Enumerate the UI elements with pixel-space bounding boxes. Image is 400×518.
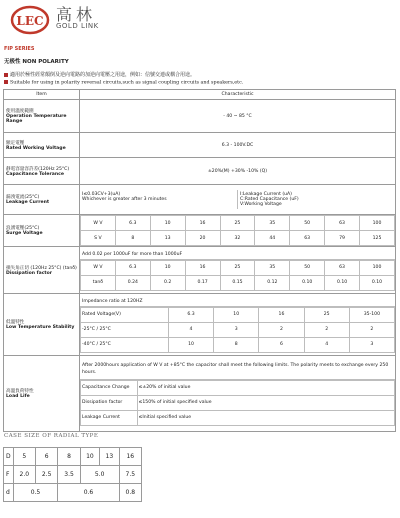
table-cell: 20 bbox=[185, 231, 220, 246]
table-cell: 3.5 bbox=[58, 466, 80, 484]
load-life-table bbox=[80, 380, 395, 426]
case-size-table bbox=[3, 447, 142, 502]
label-en: Load Life bbox=[6, 394, 30, 399]
row-low-temp bbox=[4, 294, 396, 356]
row-dissipation bbox=[4, 247, 396, 294]
table-cell: 32 bbox=[220, 231, 255, 246]
table-cell: 79 bbox=[325, 231, 360, 246]
table-cell: 10 bbox=[150, 216, 185, 231]
table-cell: 63 bbox=[290, 231, 325, 246]
dissipation-label bbox=[4, 247, 80, 294]
leakage-legend-c: C:Rated Capacitance (uF) bbox=[240, 197, 299, 202]
table-cell: Dissipation factor bbox=[81, 395, 138, 410]
label-cn: 使用溫度範圍 bbox=[6, 109, 34, 114]
table-cell: 6.3 bbox=[115, 260, 150, 275]
table-cell: 2.0 bbox=[13, 466, 35, 484]
load-life-value bbox=[80, 356, 396, 432]
table-cell: 63 bbox=[325, 216, 360, 231]
table-cell: 2 bbox=[349, 322, 394, 337]
table-cell: 0.5 bbox=[13, 484, 58, 502]
table-cell: 125 bbox=[360, 231, 395, 246]
table-cell: D bbox=[4, 448, 14, 466]
table-cell: 16 bbox=[185, 216, 220, 231]
table-row bbox=[81, 216, 395, 231]
load-life-label bbox=[4, 356, 80, 432]
table-cell: W V bbox=[81, 216, 116, 231]
row-surge bbox=[4, 215, 396, 247]
voltage-value: 6.3 - 100V.DC bbox=[80, 133, 396, 158]
table-cell: 0.17 bbox=[185, 275, 220, 290]
table-cell: 10 bbox=[214, 307, 259, 322]
table-cell: Leakage Current bbox=[81, 410, 138, 425]
table-cell: ≤150% of initial specified value bbox=[137, 395, 394, 410]
case-size-title: CASE SIZE OF RADIAL TYPE bbox=[4, 433, 99, 439]
leakage-legend-i: I:Leakage Current (uA) bbox=[240, 192, 292, 197]
gold-link-logo bbox=[10, 4, 50, 36]
table-cell: W V bbox=[81, 260, 116, 275]
table-cell: 2.5 bbox=[35, 466, 57, 484]
bullet-icon bbox=[4, 80, 8, 84]
table-cell: -25°C / 25°C bbox=[81, 322, 169, 337]
surge-value bbox=[80, 215, 396, 247]
table-cell: 8 bbox=[58, 448, 80, 466]
label-cn: 額定電壓 bbox=[6, 140, 25, 146]
row-temperature bbox=[4, 100, 396, 133]
table-cell: 25 bbox=[220, 216, 255, 231]
label-en: Low Temperature Stability bbox=[6, 325, 75, 330]
table-cell: 25 bbox=[220, 260, 255, 275]
table-cell: tanδ bbox=[81, 275, 116, 290]
table-cell: ≤±20% of initial value bbox=[137, 380, 394, 395]
description-english-text: Suitable for using in polarity reversal circuits,such as signal coupling circuits and speakers,etc. bbox=[10, 80, 244, 86]
table-cell: 4 bbox=[168, 322, 213, 337]
spec-table bbox=[3, 89, 396, 432]
surge-label bbox=[4, 215, 80, 247]
table-cell: 50 bbox=[290, 260, 325, 275]
table-cell: 100 bbox=[360, 260, 395, 275]
description-english bbox=[4, 80, 243, 86]
table-cell: 44 bbox=[255, 231, 290, 246]
table-cell: 0.10 bbox=[290, 275, 325, 290]
table-cell: 16 bbox=[259, 307, 304, 322]
table-row bbox=[81, 260, 395, 275]
table-cell: 100 bbox=[360, 216, 395, 231]
dissipation-value bbox=[80, 247, 396, 294]
table-cell: 3 bbox=[214, 322, 259, 337]
table-row bbox=[4, 448, 142, 466]
bullet-icon bbox=[4, 73, 8, 77]
table-cell: 16 bbox=[185, 260, 220, 275]
table-cell: 7.5 bbox=[119, 466, 141, 484]
leakage-legend-v: V:Working Voltage bbox=[240, 202, 282, 207]
table-row bbox=[81, 380, 395, 395]
label-cn: 高溫負荷特性 bbox=[6, 389, 34, 394]
low-temp-table bbox=[80, 307, 395, 353]
table-row bbox=[81, 410, 395, 425]
table-cell: 5 bbox=[13, 448, 35, 466]
table-cell: 2 bbox=[304, 322, 349, 337]
table-cell: 8 bbox=[115, 231, 150, 246]
table-cell: 13 bbox=[100, 448, 119, 466]
description-chinese-text: 適用於極性經常顛倒及逆向電路的加逆向電壓之用途，例如：信號交連或耦合用途。 bbox=[10, 72, 196, 78]
table-cell: 25 bbox=[304, 307, 349, 322]
row-cap-tolerance bbox=[4, 158, 396, 185]
leakage-after: Whichever is greater after 3 minutes bbox=[82, 197, 167, 202]
table-cell: 4 bbox=[304, 337, 349, 352]
table-cell: 0.2 bbox=[150, 275, 185, 290]
table-cell: d bbox=[4, 484, 14, 502]
table-cell: 35-100 bbox=[349, 307, 394, 322]
label-en: Leakage Current bbox=[6, 200, 50, 205]
table-row bbox=[4, 466, 142, 484]
label-cn: 靜電容量容許差(120Hz 25°C) bbox=[6, 166, 70, 172]
label-en: Capacitance Tolerance bbox=[6, 171, 65, 177]
table-cell: S V bbox=[81, 231, 116, 246]
table-row bbox=[81, 231, 395, 246]
table-row bbox=[81, 337, 395, 352]
table-cell: F bbox=[4, 466, 14, 484]
table-cell: Capacitance Change bbox=[81, 380, 138, 395]
table-row bbox=[4, 484, 142, 502]
header-characteristic: Characteristic bbox=[80, 90, 396, 100]
table-cell: 10 bbox=[150, 260, 185, 275]
table-cell: 35 bbox=[255, 216, 290, 231]
table-row bbox=[81, 395, 395, 410]
table-cell: 63 bbox=[325, 260, 360, 275]
row-voltage bbox=[4, 133, 396, 158]
label-cn: 漏洩電流(25°C) bbox=[6, 195, 40, 200]
table-cell: 0.10 bbox=[360, 275, 395, 290]
table-cell: 0.10 bbox=[325, 275, 360, 290]
row-leakage bbox=[4, 185, 396, 215]
table-cell: 0.15 bbox=[220, 275, 255, 290]
temperature-value: - 40 ~ 85 °C bbox=[80, 100, 396, 133]
table-cell: 2 bbox=[259, 322, 304, 337]
label-cn: 浪湧電壓(25°C) bbox=[6, 226, 40, 231]
product-subtitle: 无极性 NON POLARITY bbox=[4, 59, 69, 65]
table-cell: 35 bbox=[255, 260, 290, 275]
cap-tolerance-value: ±20%(M) +30% -10% (Q) bbox=[80, 158, 396, 185]
load-life-note: After 2000hours application of W V at +85°C the capacitor shall meet the following limits. The polarity meets to exchange every 250 hours. bbox=[80, 361, 395, 380]
table-cell: 0.24 bbox=[115, 275, 150, 290]
table-row bbox=[81, 307, 395, 322]
table-cell: 0.6 bbox=[58, 484, 119, 502]
label-cn: 損失角正切 (120Hz 25°C) (tanδ) bbox=[6, 265, 77, 271]
table-cell: 0.12 bbox=[255, 275, 290, 290]
brand-chinese-name: 高林 bbox=[56, 5, 97, 24]
table-cell: 6.3 bbox=[115, 216, 150, 231]
svg-text:LEC: LEC bbox=[16, 14, 44, 28]
temperature-label bbox=[4, 100, 80, 133]
low-temp-value bbox=[80, 294, 396, 356]
surge-table bbox=[80, 215, 395, 246]
table-cell: 10 bbox=[168, 337, 213, 352]
table-row bbox=[81, 275, 395, 290]
row-load-life bbox=[4, 356, 396, 432]
table-cell: 16 bbox=[119, 448, 141, 466]
label-en: Operation Temperature Range bbox=[6, 114, 67, 124]
low-temp-note: Impedance ratio at 120HZ bbox=[80, 297, 395, 307]
table-cell: 6.3 bbox=[168, 307, 213, 322]
table-cell: 8 bbox=[214, 337, 259, 352]
leakage-formula: I≤0.03CV+3(uA) bbox=[82, 192, 121, 197]
label-en: Surge Voltage bbox=[6, 231, 43, 236]
table-cell: 6 bbox=[259, 337, 304, 352]
cap-tolerance-label bbox=[4, 158, 80, 185]
dissipation-note: Add 0.02 per 1000uF for more than 1000uF bbox=[80, 250, 395, 260]
table-cell: Rated Voltage(V) bbox=[81, 307, 169, 322]
table-cell: 50 bbox=[290, 216, 325, 231]
table-cell: 0.8 bbox=[119, 484, 141, 502]
spec-header-row bbox=[4, 90, 396, 100]
table-cell: ≤Initial specified value bbox=[137, 410, 394, 425]
header-item: Item bbox=[4, 90, 80, 100]
table-cell: 6 bbox=[35, 448, 57, 466]
table-cell: -40°C / 25°C bbox=[81, 337, 169, 352]
voltage-label bbox=[4, 133, 80, 158]
leakage-value bbox=[80, 185, 396, 215]
leakage-label bbox=[4, 185, 80, 215]
label-en: Dissipation factor bbox=[6, 270, 53, 276]
dissipation-table bbox=[80, 260, 395, 291]
table-cell: 3 bbox=[349, 337, 394, 352]
table-cell: 10 bbox=[80, 448, 99, 466]
series-title: FIP SERIES bbox=[4, 46, 35, 52]
table-cell: 13 bbox=[150, 231, 185, 246]
table-row bbox=[81, 322, 395, 337]
brand-english-name: GOLD LINK bbox=[56, 22, 99, 30]
description-chinese bbox=[4, 71, 195, 78]
label-en: Rated Working Voltage bbox=[6, 145, 66, 151]
low-temp-label bbox=[4, 294, 80, 356]
label-cn: 低溫特性 bbox=[6, 320, 25, 325]
table-cell: 5.0 bbox=[80, 466, 119, 484]
